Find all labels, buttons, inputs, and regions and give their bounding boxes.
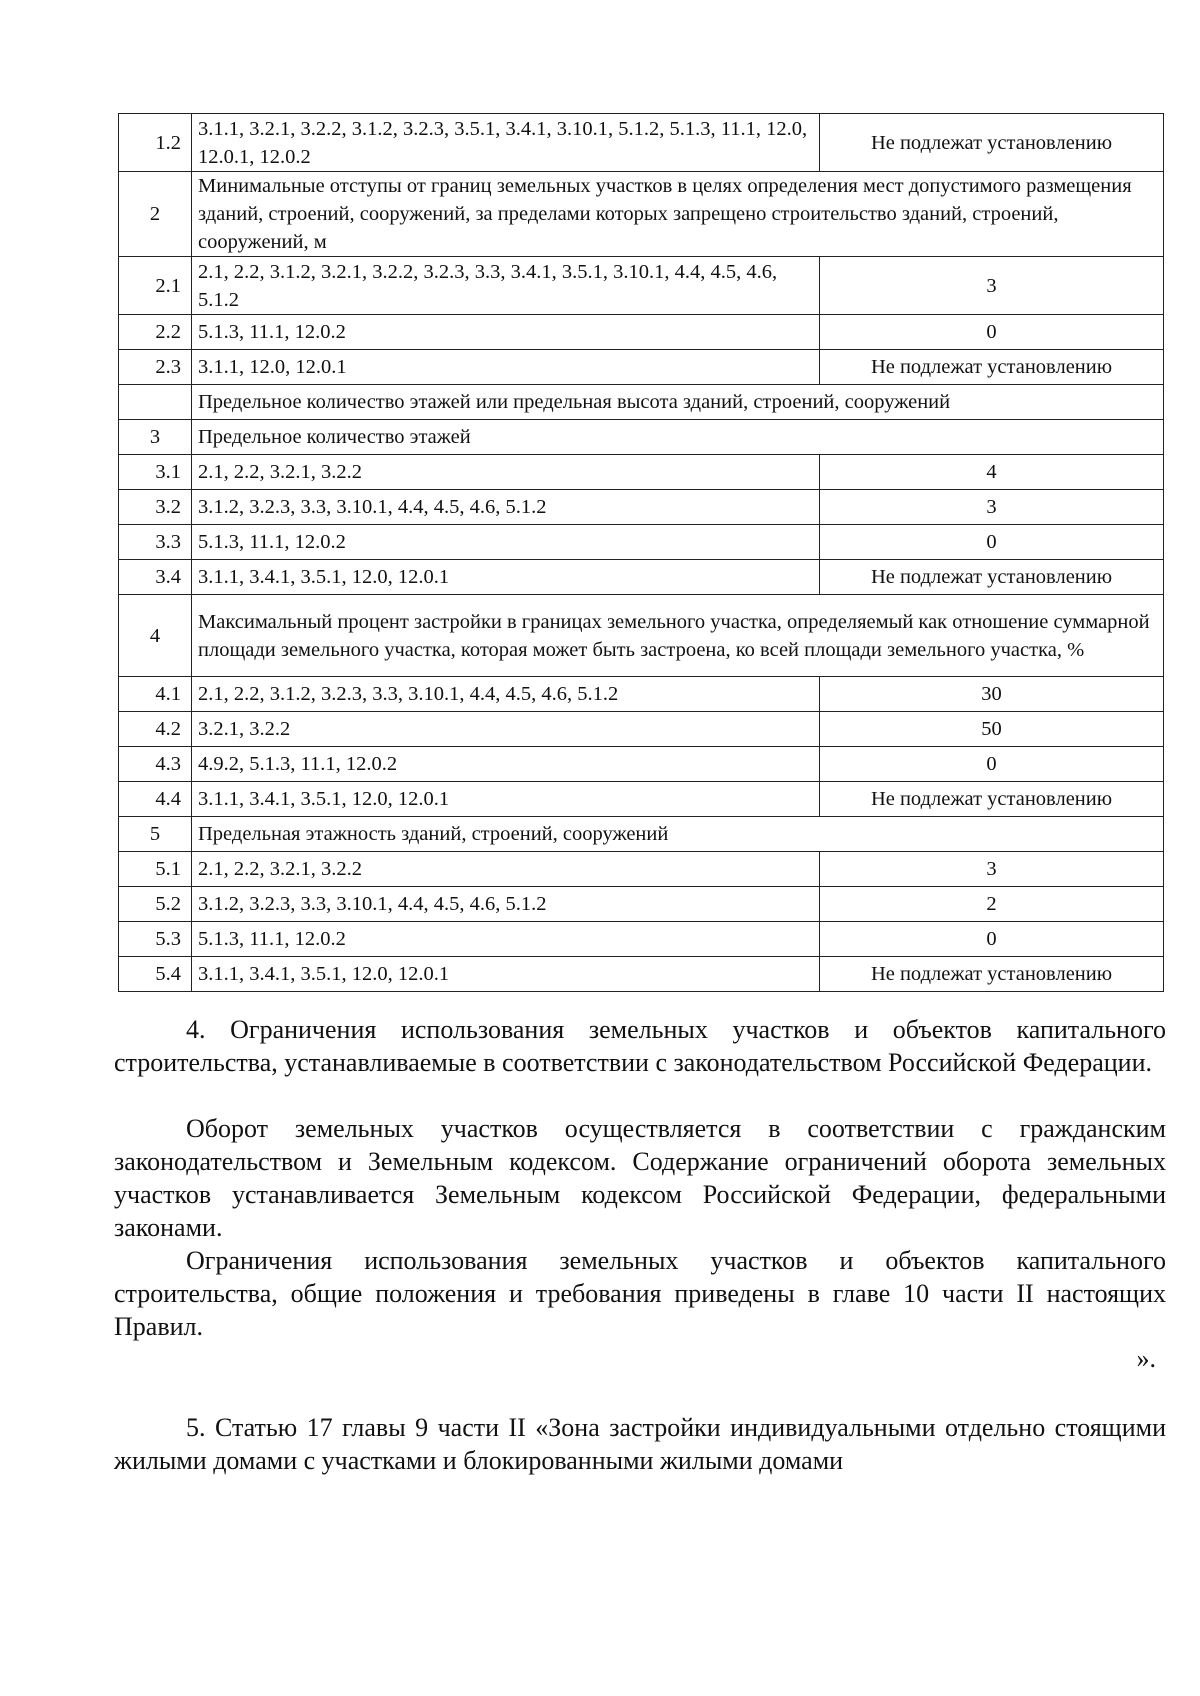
paragraph-land-turnover: Оборот земельных участков осуществляется в соответствии с гражданским законодательством и Земельным кодексом. Содержание ограничений оборота земельных участков устанавливается Земельным кодексом Российской Федерации, федеральными законами. <box>114 1114 1166 1242</box>
parameter-value-cell: 30 <box>820 677 1164 712</box>
regulations-table-body <box>119 114 1164 992</box>
table-row <box>119 887 1164 922</box>
land-use-codes-cell: 3.1.1, 3.4.1, 3.5.1, 12.0, 12.0.1 <box>192 957 820 992</box>
row-number: 5.2 <box>119 887 192 922</box>
parameter-value-cell: 0 <box>820 747 1164 782</box>
parameter-value-cell: 0 <box>820 525 1164 560</box>
section-heading-cell: Предельная этажность зданий, строений, сооружений <box>192 817 1164 852</box>
row-number: 2.1 <box>119 257 192 315</box>
land-use-codes-cell: 5.1.3, 11.1, 12.0.2 <box>192 922 820 957</box>
land-use-codes-cell: 3.1.1, 3.4.1, 3.5.1, 12.0, 12.0.1 <box>192 782 820 817</box>
row-number: 2.3 <box>119 350 192 385</box>
row-number: 4.3 <box>119 747 192 782</box>
paragraph-item-4: 4. Ограничения использования земельных участков и объектов капитального строительства, устанавливаемые в соответствии с законодательством Российской Федерации. <box>114 1015 1166 1077</box>
row-number: 3.1 <box>119 455 192 490</box>
row-number: 3 <box>119 420 192 455</box>
table-row <box>119 525 1164 560</box>
row-number: 5.1 <box>119 852 192 887</box>
land-use-codes-cell: 3.1.2, 3.2.3, 3.3, 3.10.1, 4.4, 4.5, 4.6, 5.1.2 <box>192 490 820 525</box>
row-number: 2.2 <box>119 315 192 350</box>
land-use-codes-cell: 3.1.2, 3.2.3, 3.3, 3.10.1, 4.4, 4.5, 4.6, 5.1.2 <box>192 887 820 922</box>
parameter-value-cell: Не подлежат установлению <box>820 782 1164 817</box>
land-use-codes-cell: 4.9.2, 5.1.3, 11.1, 12.0.2 <box>192 747 820 782</box>
closing-quote: ». <box>1136 1344 1156 1373</box>
parameter-value-cell: Не подлежат установлению <box>820 957 1164 992</box>
table-row <box>119 922 1164 957</box>
table-row <box>119 782 1164 817</box>
parameter-value-cell: 4 <box>820 455 1164 490</box>
land-use-codes-cell: 2.1, 2.2, 3.2.1, 3.2.2 <box>192 852 820 887</box>
section-heading-cell: Максимальный процент застройки в границах земельного участка, определяемый как отношение суммарной площади земельного участка, которая может быть застроена, ко всей площади земельного участка, % <box>192 595 1164 677</box>
row-number: 3.4 <box>119 560 192 595</box>
regulations-table <box>118 113 1164 992</box>
land-use-codes-cell: 2.1, 2.2, 3.2.1, 3.2.2 <box>192 455 820 490</box>
section-heading-cell: Минимальные отступы от границ земельных участков в целях определения мест допустимого размещения зданий, строений, сооружений, за пределами которых запрещено строительство зданий, строений, сооружений, м <box>192 172 1164 257</box>
land-use-codes-cell: 5.1.3, 11.1, 12.0.2 <box>192 525 820 560</box>
parameter-value-cell: 3 <box>820 852 1164 887</box>
row-number: 4.2 <box>119 712 192 747</box>
parameter-value-cell: 50 <box>820 712 1164 747</box>
table-row <box>119 677 1164 712</box>
row-number: 4.1 <box>119 677 192 712</box>
parameter-value-cell: 2 <box>820 887 1164 922</box>
table-row <box>119 595 1164 677</box>
parameter-value-cell: 3 <box>820 490 1164 525</box>
row-number: 4 <box>119 595 192 677</box>
row-number: 5 <box>119 817 192 852</box>
table-row <box>119 560 1164 595</box>
row-number: 3.3 <box>119 525 192 560</box>
parameter-value-cell: 3 <box>820 257 1164 315</box>
table-row <box>119 257 1164 315</box>
land-use-codes-cell: 3.1.1, 3.4.1, 3.5.1, 12.0, 12.0.1 <box>192 560 820 595</box>
land-use-codes-cell: 2.1, 2.2, 3.1.2, 3.2.1, 3.2.2, 3.2.3, 3.3, 3.4.1, 3.5.1, 3.10.1, 4.4, 4.5, 4.6, 5.1.2 <box>192 257 820 315</box>
parameter-value-cell: 0 <box>820 315 1164 350</box>
table-row <box>119 385 1164 420</box>
row-number: 5.3 <box>119 922 192 957</box>
row-number: 4.4 <box>119 782 192 817</box>
land-use-codes-cell: 3.2.1, 3.2.2 <box>192 712 820 747</box>
land-use-codes-cell: 5.1.3, 11.1, 12.0.2 <box>192 315 820 350</box>
table-row <box>119 817 1164 852</box>
section-heading-cell: Предельное количество этажей <box>192 420 1164 455</box>
table-row <box>119 852 1164 887</box>
row-number <box>119 385 192 420</box>
table-row <box>119 315 1164 350</box>
row-number: 1.2 <box>119 114 192 172</box>
land-use-codes-cell: 3.1.1, 12.0, 12.0.1 <box>192 350 820 385</box>
row-number: 5.4 <box>119 957 192 992</box>
row-number: 2 <box>119 172 192 257</box>
land-use-codes-cell: 3.1.1, 3.2.1, 3.2.2, 3.1.2, 3.2.3, 3.5.1, 3.4.1, 3.10.1, 5.1.2, 5.1.3, 11.1, 12.0, 12.0.1, 12.0.2 <box>192 114 820 172</box>
table-row <box>119 172 1164 257</box>
table-row <box>119 747 1164 782</box>
land-use-codes-cell: 2.1, 2.2, 3.1.2, 3.2.3, 3.3, 3.10.1, 4.4, 4.5, 4.6, 5.1.2 <box>192 677 820 712</box>
table-row <box>119 490 1164 525</box>
paragraph-item-5: 5. Статью 17 главы 9 части II «Зона застройки индивидуальными отдельно стоящими жилыми домами с участками и блокированными жилыми домами <box>114 1413 1166 1475</box>
section-heading-cell: Предельное количество этажей или предельная высота зданий, строений, сооружений <box>192 385 1164 420</box>
table-row <box>119 455 1164 490</box>
table-row <box>119 957 1164 992</box>
table-row <box>119 350 1164 385</box>
paragraph-usage-limits: Ограничения использования земельных участков и объектов капитального строительства, общие положения и требования приведены в главе 10 части II настоящих Правил. <box>114 1246 1166 1341</box>
parameter-value-cell: Не подлежат установлению <box>820 560 1164 595</box>
parameter-value-cell: 0 <box>820 922 1164 957</box>
table-row <box>119 420 1164 455</box>
row-number: 3.2 <box>119 490 192 525</box>
parameter-value-cell: Не подлежат установлению <box>820 114 1164 172</box>
table-row <box>119 114 1164 172</box>
parameter-value-cell: Не подлежат установлению <box>820 350 1164 385</box>
table-row <box>119 712 1164 747</box>
